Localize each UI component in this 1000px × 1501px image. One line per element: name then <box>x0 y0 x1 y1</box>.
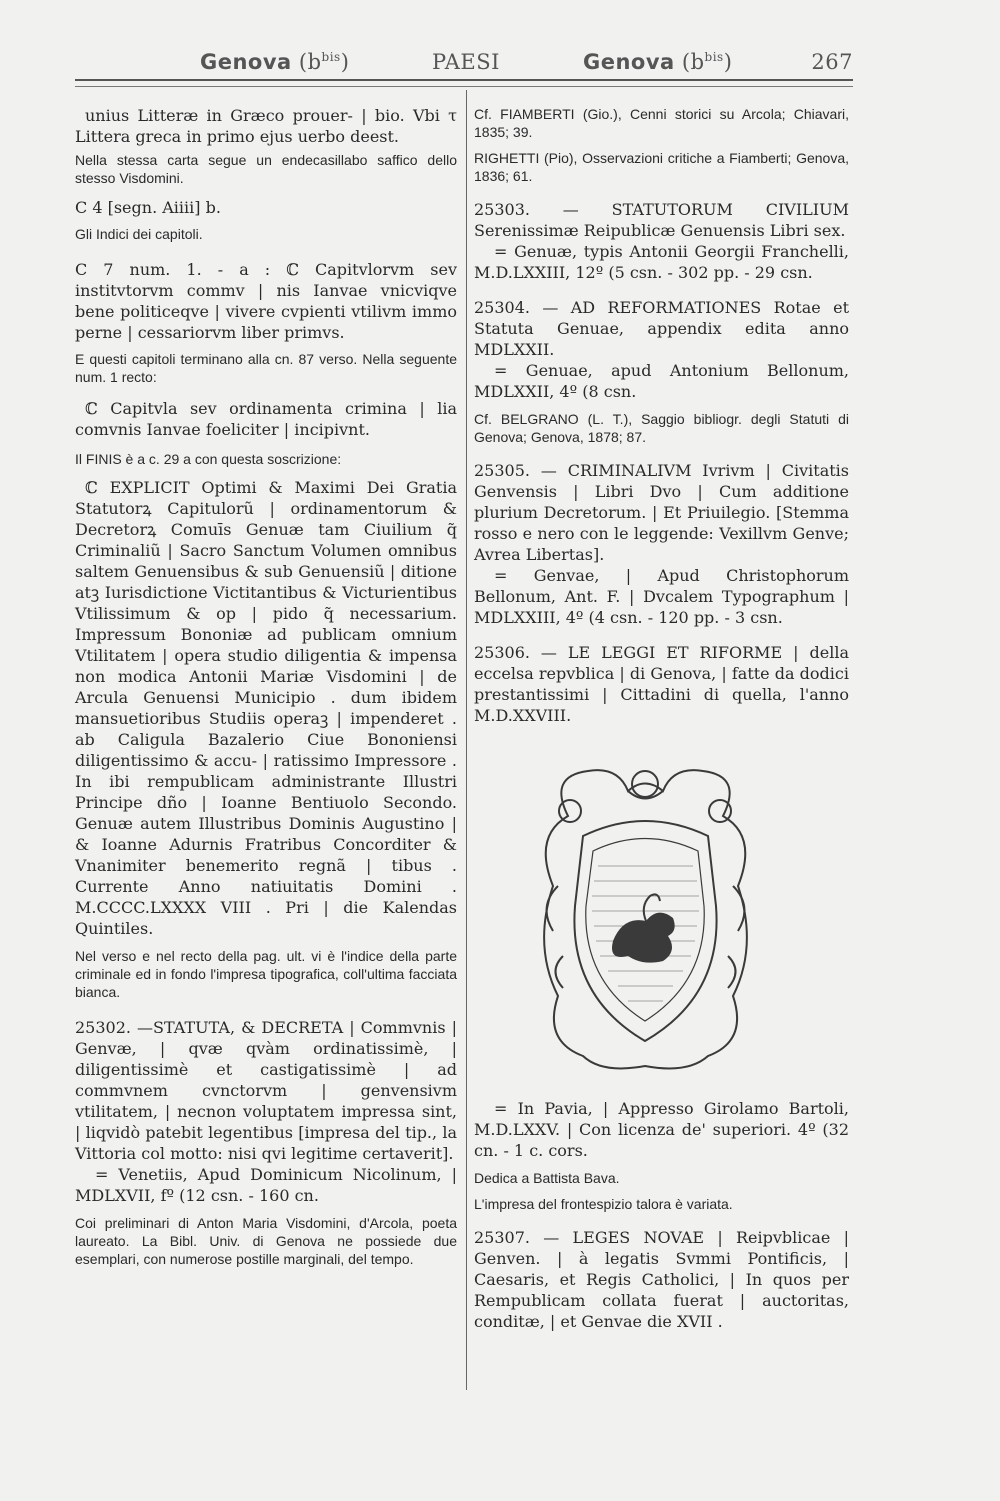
ornamental-cartouche-icon <box>528 756 763 1078</box>
entry-text: unius Litteræ in Græco prouer- | bio. Vbi τ Littera greca in primo ejus uerbo deest. <box>75 106 457 146</box>
reference: Cf. BELGRANO (L. T.), Saggio bibliogr. degli Statuti di Genova; Genova, 1878; 87. <box>474 411 849 445</box>
note: Nel verso e nel recto della pag. ult. vi è l'indice della parte criminale ed in fondo l'impresa tipografica, coll'ultima facciata bianca. <box>75 948 457 1000</box>
imprint-25304: = Genuae, apud Antonium Bellonum, MDLXXII, 4º (8 csn. <box>474 361 849 401</box>
capitula-incipit: ℂ Capitvla sev ordinamenta crimina | lia comvnis Ianvae foeliciter | incipivnt. <box>75 399 457 439</box>
explicit-colophon: ℂ EXPLICIT Optimi & Maximi Dei Gratia Statutorꝝ Capitulorũ | ordinamentorum & Decretorꝝ Comuīs Genuæ tam Ciuilium q̃ Criminaliũ | Sacro Sanctum Volumen omnibus saltem Genuensibus & sub Genuensiũ | ditione atꝫ Iurisdictione Victitantibus & Victurientibus Vtilissimum & op | pido q̃ necessarium. Impressum Bononiæ ad publicam omnium Vtilitatem | opera studio diligentia & impensa non modica Antonii Mariæ Visdomini | de Arcula Genuensi Municipio . dum ibidem mansuetioribus Studiis operaꝫ | impenderet . ab Caligula Bazalerio Ciue Bononiensi diligentissimo & accu- | ratissimo Impressore . In ibi rempublicam administrante Illustri Principe dño | Ioanne Bentiuolo Secondo. Genuæ autem Illustribus Dominis Augustino | & Ioanne Adurnis Fratribus Concorditer & Vnanimiter benemerito regnã | tibus . Currente Anno natiuitatis Domini . M.CCCC.LXXXX VIII . Pri | die Kalendas Quintiles. <box>75 478 457 938</box>
note: Il FINIS è a c. 29 a con questa soscrizione: <box>75 451 342 467</box>
right-column <box>474 105 849 1332</box>
note: Nella stessa carta segue un endecasillabo saffico dello stesso Visdomini. <box>75 152 457 186</box>
note: Coi preliminari di Anton Maria Visdomini, d'Arcola, poeta laureato. La Bibl. Univ. di Genova ne possiede due esemplari, con numerose postille marginali, del tempo. <box>75 1215 457 1267</box>
entry-25305: 25305. — CRIMINALIVM Ivrivm | Civitatis Genvensis | Libri Dvo | Cum additione plurium Decretorum. | Et Priuilegio. [Stemma rosso e nero con le leggende: Vexillvm Genve; Avrea Libertas]. <box>474 461 849 564</box>
entry-25303: 25303. — STATUTORUM CIVILIUM Serenissimæ Reipublicæ Genuensis Libri sex. <box>474 200 849 240</box>
note: E questi capitoli terminano alla cn. 87 verso. Nella seguente num. 1 recto: <box>75 351 457 385</box>
chapter-incipit: C 7 num. 1. - a : ℂ Capitvlorvm sev institvtorvm commv | nis Ianvae vnicviqve bene politiceqve | vivere cvpienti vtilivm immo perne | cessariorvm liber primvs. <box>75 260 457 342</box>
imprint-25302: = Venetiis, Apud Dominicum Nicolinum, | MDLXVII, fº (12 csn. - 160 cn. <box>75 1165 457 1205</box>
page-number: 267 <box>811 50 853 74</box>
column-divider <box>466 90 467 1390</box>
entry-25302: 25302. —STATUTA, & DECRETA | Commvnis | Genvæ, | qvæ qvàm ordinatissimè, | diligentissimè et castigatissimè | ad commvnem cvnctorvm | genvensivm vtilitatem, | necnon voluptatem impressa sint, | liqvidò patebit legentibus [impresa del tip., la Vittoria col motto: nisi qvi legitime certaverit]. <box>75 1018 457 1163</box>
entry-25306: 25306. — LE LEGGI ET RIFORME | della eccelsa repvblica | di Genova, | fatte da dodici prestantissimi | Cittadini di quella, l'anno M.D.XXVIII. <box>474 643 849 725</box>
note: Gli Indici dei capitoli. <box>75 226 203 242</box>
entry-25304: 25304. — AD REFORMATIONES Rotae et Statuta Genuae, appendix edita anno MDLXXII. <box>474 298 849 359</box>
left-column <box>75 105 457 1268</box>
imprint-25303: = Genuæ, typis Antonii Georgii Franchelli, M.D.LXXIII, 12º (5 csn. - 302 pp. - 29 csn. <box>474 242 849 282</box>
header-rule-thin <box>75 86 853 87</box>
reference: RIGHETTI (Pio), Osservazioni critiche a Fiamberti; Genova, 1836; 61. <box>474 150 849 184</box>
header-right: Genova $(b^{bis})$ <box>583 50 733 74</box>
header-center: PAESI <box>432 50 500 74</box>
note: Dedica a Battista Bava. <box>474 1170 620 1186</box>
imprint-25305: = Genvae, | Apud Christophorum Bellonum, Ant. F. | Dvcalem Typographum | MDLXXIII, 4º (4 csn. - 120 pp. - 3 csn. <box>474 566 849 627</box>
note: L'impresa del frontespizio talora è variata. <box>474 1196 733 1212</box>
header-rule <box>75 79 853 81</box>
imprint-25306: = In Pavia, | Appresso Girolamo Bartoli, M.D.LXXV. | Con licenza de' superiori. 4º (32 cn. - 1 c. cors. <box>474 1099 849 1160</box>
header-left: Genova $(b^{bis})$ <box>200 50 350 74</box>
entry-25307: 25307. — LEGES NOVAE | Reipvblicae | Genven. | à legatis Svmmi Pontificis, | Caesaris, et Regis Catholici, | In quos per Rempublicam collata fuerat | auctoritas, conditæ, | et Genvae die XVII . <box>474 1228 849 1331</box>
signature-line: C 4 [segn. Aiiii] b. <box>75 198 221 217</box>
reference: Cf. FIAMBERTI (Gio.), Cenni storici su Arcola; Chiavari, 1835; 39. <box>474 106 849 140</box>
